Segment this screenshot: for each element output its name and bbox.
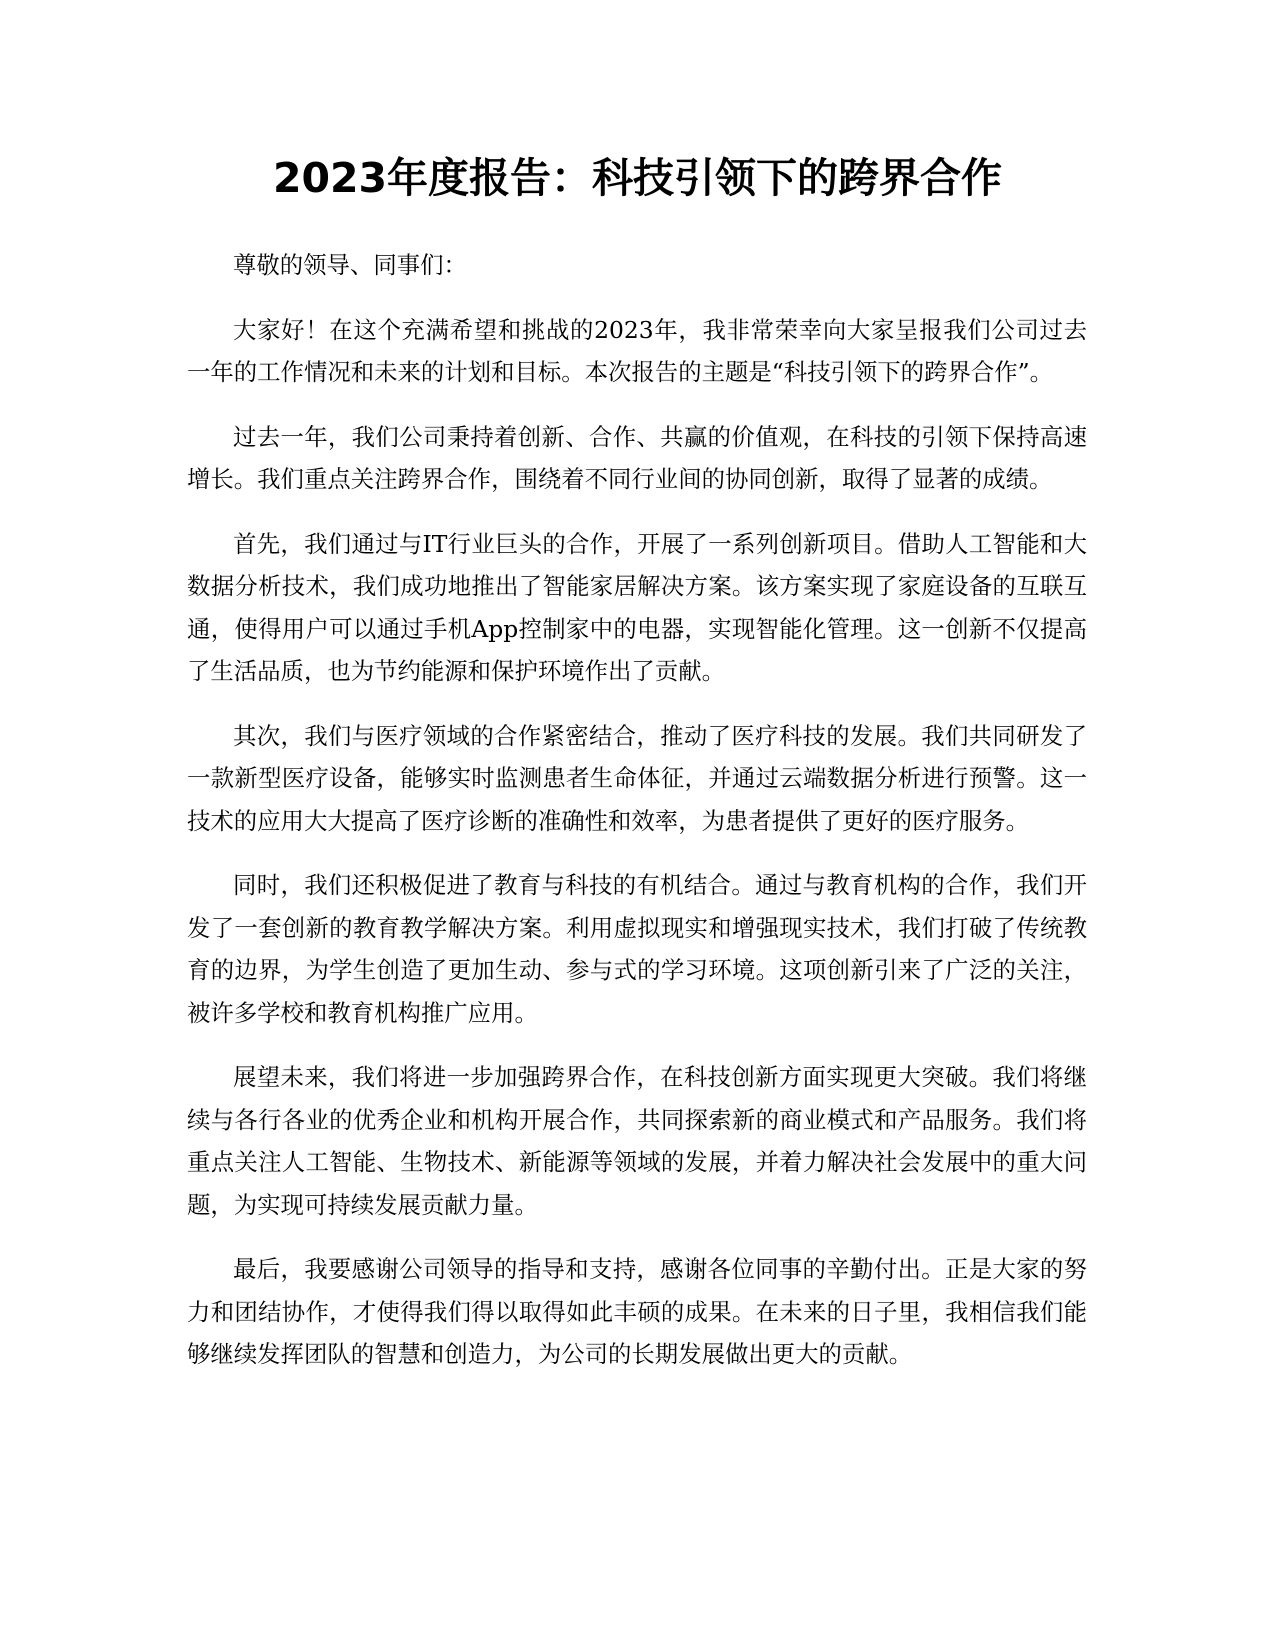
paragraph-it-cooperation: 首先，我们通过与IT行业巨头的合作，开展了一系列创新项目。借助人工智能和大数据分析技术，我们成功地推出了智能家居解决方案。该方案实现了家庭设备的互联互通，使得用户可以通过手机App控制家中的电器，实现智能化管理。这一创新不仅提高了生活品质，也为节约能源和保护环境作出了贡献。	[187, 529, 1087, 685]
document-body	[187, 244, 1087, 1398]
paragraph-past-year: 过去一年，我们公司秉持着创新、合作、共赢的价值观，在科技的引领下保持高速增长。我们重点关注跨界合作，围绕着不同行业间的协同创新，取得了显著的成绩。	[187, 422, 1087, 493]
paragraph-education-cooperation: 同时，我们还积极促进了教育与科技的有机结合。通过与教育机构的合作，我们开发了一套创新的教育教学解决方案。利用虚拟现实和增强现实技术，我们打破了传统教育的边界，为学生创造了更加生动、参与式的学习环境。这项创新引来了广泛的关注，被许多学校和教育机构推广应用。	[187, 871, 1087, 1027]
paragraph-medical-cooperation: 其次，我们与医疗领域的合作紧密结合，推动了医疗科技的发展。我们共同研发了一款新型医疗设备，能够实时监测患者生命体征，并通过云端数据分析进行预警。这一技术的应用大大提高了医疗诊断的准确性和效率，为患者提供了更好的医疗服务。	[187, 721, 1087, 835]
paragraph-thanks: 最后，我要感谢公司领导的指导和支持，感谢各位同事的辛勤付出。正是大家的努力和团结协作，才使得我们得以取得如此丰硕的成果。在未来的日子里，我相信我们能够继续发挥团队的智慧和创造力，为公司的长期发展做出更大的贡献。	[187, 1255, 1087, 1368]
paragraph-outlook: 展望未来，我们将进一步加强跨界合作，在科技创新方面实现更大突破。我们将继续与各行各业的优秀企业和机构开展合作，共同探索新的商业模式和产品服务。我们将重点关注人工智能、生物技术、新能源等领域的发展，并着力解决社会发展中的重大问题，为实现可持续发展贡献力量。	[187, 1063, 1087, 1219]
paragraph-salutation: 尊敬的领导、同事们：	[233, 251, 467, 279]
document-title: 2023年度报告：科技引领下的跨界合作	[272, 154, 1003, 202]
paragraph-greeting: 大家好！在这个充满希望和挑战的2023年，我非常荣幸向大家呈报我们公司过去一年的工作情况和未来的计划和目标。本次报告的主题是“科技引领下的跨界合作”。	[187, 315, 1087, 386]
